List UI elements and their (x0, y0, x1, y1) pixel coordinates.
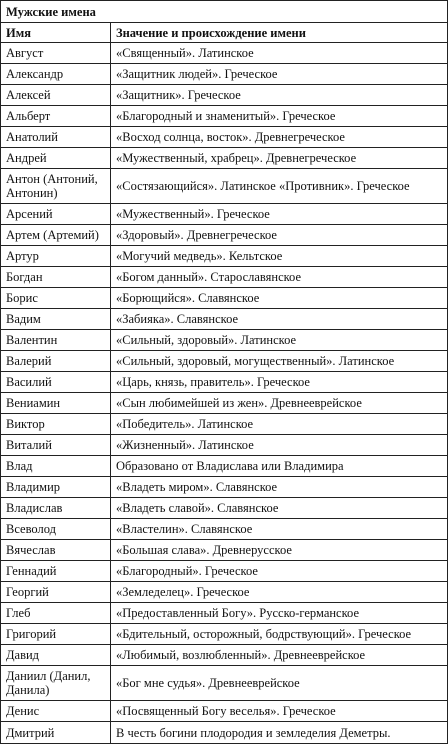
meaning-cell: «Восход солнца, восток». Древнегреческое (111, 127, 448, 148)
meaning-cell: «Властелин». Славянское (111, 519, 448, 540)
name-cell: Арсений (1, 204, 111, 225)
table-row (1, 603, 448, 624)
table-row (1, 148, 448, 169)
table-row (1, 435, 448, 456)
table-row (1, 288, 448, 309)
meaning-cell: «Могучий медведь». Кельтское (111, 246, 448, 267)
name-cell: Валерий (1, 351, 111, 372)
meaning-cell: В честь богини плодородия и земледелия Деметры. (111, 722, 448, 744)
meaning-cell: «Защитник людей». Греческое (111, 64, 448, 85)
table-row (1, 561, 448, 582)
meaning-cell: «Состязающийся». Латинское «Противник». Греческое (111, 169, 448, 204)
meaning-cell: «Мужественный». Греческое (111, 204, 448, 225)
meaning-cell: «Защитник». Греческое (111, 85, 448, 106)
meaning-cell: «Мужественный, храбрец». Древнегреческое (111, 148, 448, 169)
meaning-cell: «Здоровый». Древнегреческое (111, 225, 448, 246)
meaning-cell: «Сильный, здоровый». Латинское (111, 330, 448, 351)
name-cell: Вадим (1, 309, 111, 330)
table-row (1, 666, 448, 701)
table-row (1, 43, 448, 64)
table-row (1, 204, 448, 225)
meaning-cell: «Посвященный Богу веселья». Греческое (111, 701, 448, 722)
table-row (1, 624, 448, 645)
table-row (1, 477, 448, 498)
table-row (1, 540, 448, 561)
section-title-row (1, 1, 448, 23)
table-row (1, 309, 448, 330)
name-cell: Всеволод (1, 519, 111, 540)
meaning-cell: «Царь, князь, правитель». Греческое (111, 372, 448, 393)
table-row (1, 722, 448, 744)
name-cell: Геннадий (1, 561, 111, 582)
name-cell: Борис (1, 288, 111, 309)
name-cell: Влад (1, 456, 111, 477)
column-header-meaning: Значение и происхождение имени (111, 23, 448, 43)
meaning-cell: «Земледелец». Греческое (111, 582, 448, 603)
table-row (1, 519, 448, 540)
name-cell: Андрей (1, 148, 111, 169)
table-row (1, 106, 448, 127)
meaning-cell: «Богом данный». Старославянское (111, 267, 448, 288)
name-cell: Денис (1, 701, 111, 722)
meaning-cell: «Священный». Латинское (111, 43, 448, 64)
meaning-cell: «Благородный и знаменитый». Греческое (111, 106, 448, 127)
name-cell: Даниил (Данил, Данила) (1, 666, 111, 701)
name-cell: Дмитрий (1, 722, 111, 744)
table-row (1, 330, 448, 351)
table-row (1, 393, 448, 414)
name-cell: Артем (Артемий) (1, 225, 111, 246)
table-row (1, 267, 448, 288)
table-row (1, 414, 448, 435)
name-cell: Григорий (1, 624, 111, 645)
name-cell: Антон (Антоний, Антонин) (1, 169, 111, 204)
name-cell: Александр (1, 64, 111, 85)
table-row (1, 225, 448, 246)
table-row (1, 127, 448, 148)
table-row (1, 64, 448, 85)
name-cell: Василий (1, 372, 111, 393)
meaning-cell: «Победитель». Латинское (111, 414, 448, 435)
table-row (1, 246, 448, 267)
meaning-cell: Образовано от Владислава или Владимира (111, 456, 448, 477)
name-cell: Алексей (1, 85, 111, 106)
name-cell: Давид (1, 645, 111, 666)
name-cell: Владислав (1, 498, 111, 519)
meaning-cell: «Предоставленный Богу». Русско-германское (111, 603, 448, 624)
name-cell: Вениамин (1, 393, 111, 414)
meaning-cell: «Любимый, возлюбленный». Древнееврейское (111, 645, 448, 666)
meaning-cell: «Бдительный, осторожный, бодрствующий». Греческое (111, 624, 448, 645)
name-cell: Глеб (1, 603, 111, 624)
table-row (1, 701, 448, 722)
table-row (1, 498, 448, 519)
table-row (1, 169, 448, 204)
table-row (1, 645, 448, 666)
name-cell: Георгий (1, 582, 111, 603)
meaning-cell: «Сын любимейшей из жен». Древнееврейское (111, 393, 448, 414)
name-cell: Вячеслав (1, 540, 111, 561)
table-row (1, 582, 448, 603)
table-row (1, 85, 448, 106)
meaning-cell: «Благородный». Греческое (111, 561, 448, 582)
name-cell: Август (1, 43, 111, 64)
table-row (1, 372, 448, 393)
meaning-cell: «Бог мне судья». Древнееврейское (111, 666, 448, 701)
section-title: Мужские имена (1, 1, 448, 23)
name-cell: Богдан (1, 267, 111, 288)
table-row (1, 351, 448, 372)
meaning-cell: «Жизненный». Латинское (111, 435, 448, 456)
meaning-cell: «Владеть славой». Славянское (111, 498, 448, 519)
name-cell: Альберт (1, 106, 111, 127)
meaning-cell: «Владеть миром». Славянское (111, 477, 448, 498)
header-row (1, 23, 448, 43)
name-cell: Виталий (1, 435, 111, 456)
meaning-cell: «Большая слава». Древнерусское (111, 540, 448, 561)
table-body (1, 1, 448, 744)
name-cell: Владимир (1, 477, 111, 498)
meaning-cell: «Забияка». Славянское (111, 309, 448, 330)
name-cell: Анатолий (1, 127, 111, 148)
name-cell: Артур (1, 246, 111, 267)
column-header-name: Имя (1, 23, 111, 43)
name-cell: Виктор (1, 414, 111, 435)
table-row (1, 456, 448, 477)
meaning-cell: «Сильный, здоровый, могущественный». Латинское (111, 351, 448, 372)
name-cell: Валентин (1, 330, 111, 351)
meaning-cell: «Борющийся». Славянское (111, 288, 448, 309)
